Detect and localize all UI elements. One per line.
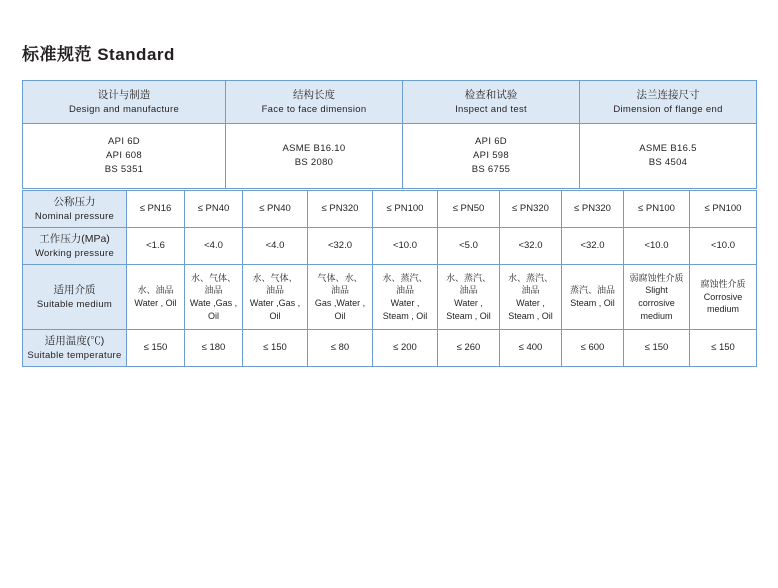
row-header-nominal-pressure — [23, 191, 127, 228]
suitable-medium-value — [690, 265, 757, 330]
medium-cn-line: 水、蒸汽、 — [445, 272, 491, 283]
suitable-medium-value — [243, 265, 308, 330]
header-cn: 设计与制造 — [97, 88, 151, 101]
medium-en-line: Water , — [390, 298, 420, 308]
suitable-temperature-value: ≤ 150 — [127, 330, 185, 367]
medium-cn-line: 蒸汽、油品 — [569, 285, 615, 296]
suitable-temperature-value: ≤ 80 — [308, 330, 373, 367]
suitable-temperature-value: ≤ 600 — [562, 330, 624, 367]
nominal-pressure-value: ≤ PN320 — [562, 191, 624, 228]
medium-cn-line: 油品 — [330, 285, 349, 296]
suitable-medium-value — [308, 265, 373, 330]
suitable-medium-value — [562, 265, 624, 330]
medium-cn-line: 水、蒸汽、 — [507, 272, 553, 283]
standards-header-cell — [23, 81, 226, 124]
suitable-temperature-value: ≤ 150 — [243, 330, 308, 367]
medium-en-line: Corrosive — [703, 291, 743, 302]
suitable-medium-value — [185, 265, 243, 330]
nominal-pressure-value: ≤ PN50 — [438, 191, 500, 228]
medium-en-line: medium — [706, 304, 739, 315]
header-cn: 结构长度 — [293, 88, 335, 101]
nominal-pressure-value: ≤ PN100 — [373, 191, 438, 228]
standard-line: ASME B16.5 — [639, 142, 697, 154]
medium-en-line: Oil — [334, 310, 346, 321]
row-label-cn: 公称压力 — [53, 195, 96, 208]
medium-cn-line: 油品 — [204, 285, 223, 296]
working-pressure-value: <32.0 — [562, 228, 624, 265]
standards-table — [22, 80, 757, 189]
working-pressure-value: <10.0 — [373, 228, 438, 265]
header-en: Face to face dimension — [261, 103, 367, 115]
row-label-cn: 适用温度(℃) — [44, 334, 105, 347]
medium-cn-line: 水、气体、 — [190, 272, 236, 283]
suitable-temperature-value: ≤ 150 — [690, 330, 757, 367]
suitable-medium-value — [438, 265, 500, 330]
table-row — [23, 81, 757, 124]
standard-line: API 6D — [108, 135, 140, 147]
medium-cn-line: 气体、水、 — [317, 272, 363, 283]
nominal-pressure-value: ≤ PN40 — [185, 191, 243, 228]
suitable-temperature-value: ≤ 260 — [438, 330, 500, 367]
working-pressure-value: <5.0 — [438, 228, 500, 265]
specification-table — [22, 190, 757, 367]
nominal-pressure-value: ≤ PN320 — [308, 191, 373, 228]
standard-line: API 6D — [475, 135, 507, 147]
working-pressure-value: <10.0 — [690, 228, 757, 265]
header-en: Dimension of flange end — [613, 103, 723, 115]
standard-line: BS 2080 — [294, 157, 334, 168]
medium-en-line: Oil — [208, 310, 219, 321]
standards-header-cell — [403, 81, 580, 124]
header-cn: 检查和试验 — [464, 88, 518, 101]
medium-en-line: Steam , Oil — [446, 310, 491, 321]
row-header-suitable-temperature — [23, 330, 127, 367]
medium-cn-line: 弱腐蚀性介质 — [629, 272, 684, 283]
standards-header-cell — [580, 81, 757, 124]
table-row — [23, 265, 757, 330]
standard-line: ASME B16.10 — [282, 142, 346, 154]
header-en: Inspect and test — [455, 103, 527, 115]
table-row — [23, 228, 757, 265]
standard-line: API 608 — [106, 149, 142, 161]
working-pressure-value: <32.0 — [500, 228, 562, 265]
medium-en-line: medium — [640, 310, 673, 321]
medium-en-line: Steam , Oil — [570, 298, 615, 308]
standards-value-cell — [403, 124, 580, 189]
standards-value-cell — [580, 124, 757, 189]
medium-cn-line: 水、气体、 — [252, 272, 298, 283]
medium-en-line: Water , — [516, 298, 545, 308]
nominal-pressure-value: ≤ PN100 — [624, 191, 690, 228]
nominal-pressure-value: ≤ PN100 — [690, 191, 757, 228]
suitable-medium-value — [127, 265, 185, 330]
suitable-medium-value — [373, 265, 438, 330]
page-title: 标准规范 Standard — [22, 45, 175, 64]
row-label-cn: 适用介质 — [53, 283, 96, 296]
working-pressure-value: <10.0 — [624, 228, 690, 265]
standard-line: BS 6755 — [471, 164, 511, 176]
standards-header-cell — [226, 81, 403, 124]
suitable-temperature-value: ≤ 150 — [624, 330, 690, 367]
suitable-medium-value — [500, 265, 562, 330]
suitable-temperature-value: ≤ 180 — [185, 330, 243, 367]
standard-line: BS 5351 — [104, 164, 144, 176]
medium-cn-line: 油品 — [395, 285, 414, 296]
medium-cn-line: 水、蒸汽、 — [382, 272, 428, 283]
medium-en-line: Water ,Gas , — [249, 298, 301, 308]
row-label-en: Suitable medium — [36, 298, 113, 310]
suitable-medium-value — [624, 265, 690, 330]
medium-cn-line: 油品 — [521, 285, 540, 296]
medium-en-line: Water , Oil — [134, 298, 177, 308]
medium-en-line: Wate ,Gas , — [189, 298, 238, 308]
row-label-en: Nominal pressure — [34, 210, 115, 222]
table-row — [23, 330, 757, 367]
medium-en-line: Water , — [454, 298, 483, 308]
medium-cn-line: 油品 — [459, 285, 478, 296]
row-label-cn: 工作压力(MPa) — [39, 232, 110, 245]
medium-en-line: Slight corrosive — [638, 285, 675, 308]
nominal-pressure-value: ≤ PN16 — [127, 191, 185, 228]
row-header-working-pressure — [23, 228, 127, 265]
row-label-en: Suitable temperature — [27, 349, 122, 361]
standard-line: API 598 — [473, 149, 509, 161]
nominal-pressure-value: ≤ PN320 — [500, 191, 562, 228]
medium-en-line: Gas ,Water , — [314, 298, 366, 308]
suitable-temperature-value: ≤ 200 — [373, 330, 438, 367]
row-label-en: Working pressure — [34, 247, 115, 259]
standards-value-cell — [23, 124, 226, 189]
medium-en-line: Steam , Oil — [508, 310, 553, 321]
working-pressure-value: <1.6 — [127, 228, 185, 265]
medium-cn-line: 腐蚀性介质 — [700, 279, 746, 290]
nominal-pressure-value: ≤ PN40 — [243, 191, 308, 228]
medium-cn-line: 油品 — [265, 285, 284, 296]
standard-line: BS 4504 — [648, 157, 688, 168]
header-cn: 法兰连接尺寸 — [636, 88, 700, 101]
working-pressure-value: <32.0 — [308, 228, 373, 265]
working-pressure-value: <4.0 — [243, 228, 308, 265]
header-en: Design and manufacture — [68, 103, 180, 115]
table-row — [23, 124, 757, 189]
row-header-suitable-medium — [23, 265, 127, 330]
medium-en-line: Steam , Oil — [382, 310, 428, 321]
suitable-temperature-value: ≤ 400 — [500, 330, 562, 367]
medium-en-line: Oil — [269, 310, 281, 321]
working-pressure-value: <4.0 — [185, 228, 243, 265]
medium-cn-line: 水、油品 — [137, 285, 174, 296]
table-row — [23, 191, 757, 228]
standards-value-cell — [226, 124, 403, 189]
